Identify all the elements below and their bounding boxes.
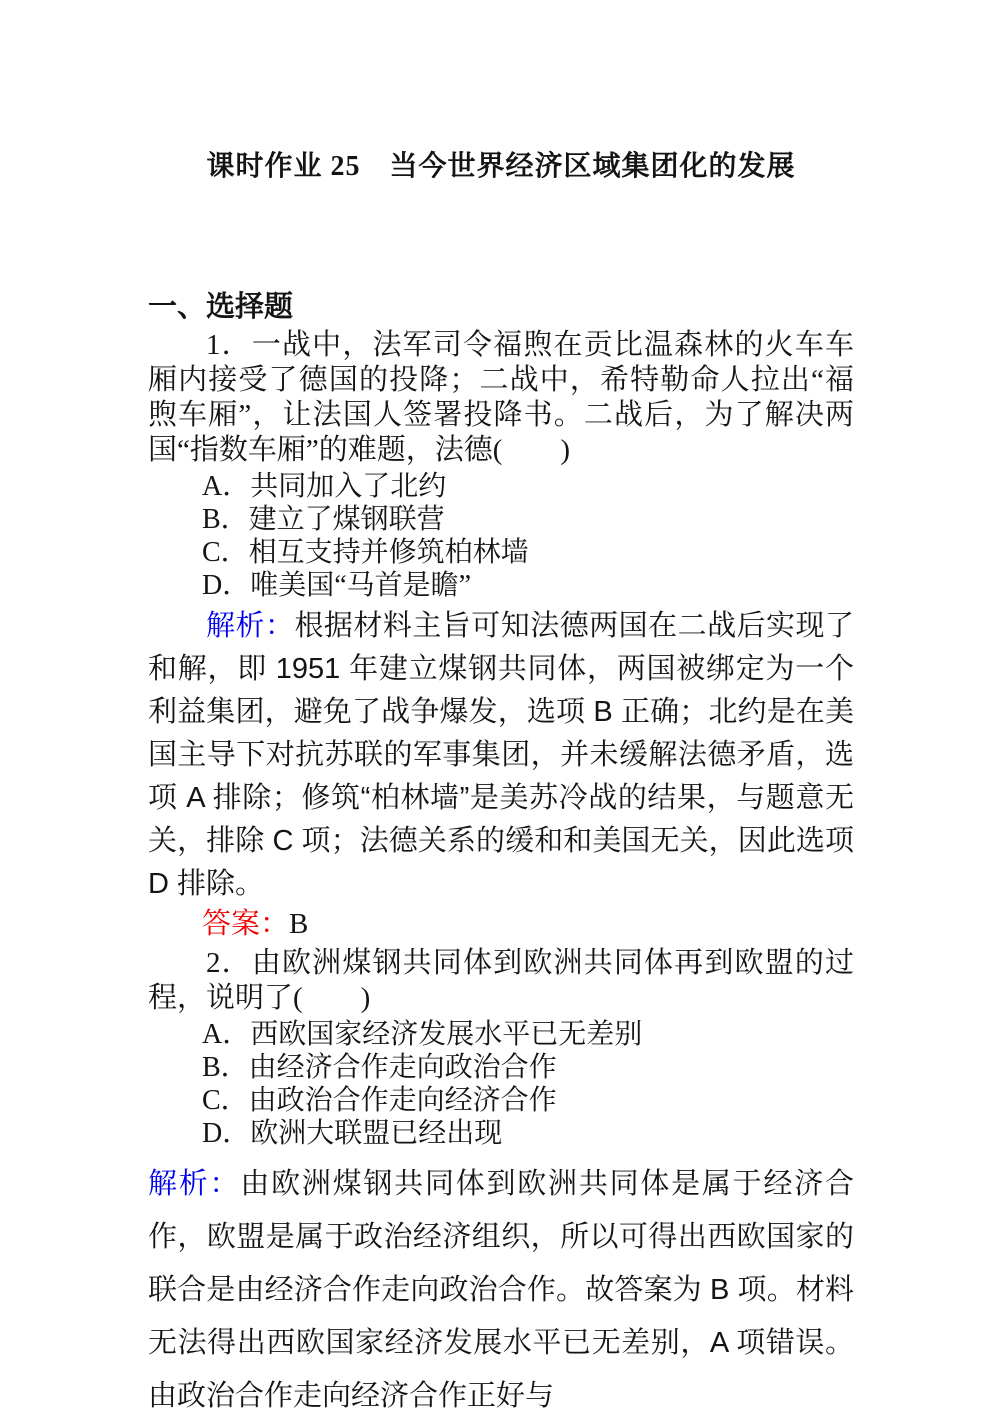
question-2-option-d: D．欧洲大联盟已经出现 xyxy=(202,1118,503,1149)
answer-value: B xyxy=(289,908,309,940)
question-2-option-c: C．由政治合作走向经济合作 xyxy=(202,1085,557,1116)
question-2-option-b: B．由经济合作走向政治合作 xyxy=(202,1052,557,1083)
answer-label: 答案： xyxy=(202,908,290,940)
question-2-options xyxy=(148,1018,854,1150)
analysis-label: 解析： xyxy=(206,610,295,642)
question-2-analysis xyxy=(148,1158,854,1423)
question-1-analysis xyxy=(148,605,854,906)
question-1-option-b: B．建立了煤钢联营 xyxy=(202,504,445,535)
question-1-option-a: A．共同加入了北约 xyxy=(202,471,447,502)
analysis-text: 根据材料主旨可知法德两国在二战后实现了和解，即 1951 年建立煤钢共同体，两国被绑定为一个利益集团，避免了战争爆发，选项 B 正确；北约是在美国主导下对抗苏联的军事集团，并未缓解法德矛盾，选项 A 排除；修筑“柏林墙”是美苏冷战的结果，与题意无关，排除 C 项；法德关系的缓和和美国无关，因此选项 D 排除。 xyxy=(148,610,854,900)
question-2-stem: 2．由欧洲煤钢共同体到欧洲共同体再到欧盟的过程，说明了( ) xyxy=(148,947,854,1014)
analysis-label: 解析： xyxy=(148,1168,241,1200)
analysis-text: 由欧洲煤钢共同体到欧洲共同体是属于经济合作，欧盟是属于政治经济组织，所以可得出西欧国家的联合是由经济合作走向政治合作。故答案为 B 项。材料无法得出西欧国家经济发展水平已无差别，A 项错误。由政治合作走向经济合作正好与 xyxy=(148,1168,854,1412)
question-1-answer xyxy=(148,907,854,942)
question-1-options xyxy=(148,470,854,602)
page-title: 课时作业 25 当今世界经济区域集团化的发展 xyxy=(206,151,796,182)
question-1-option-c: C．相互支持并修筑柏林墙 xyxy=(202,537,529,568)
question-1-stem: 1．一战中，法军司令福煦在贡比温森林的火车车厢内接受了德国的投降；二战中，希特勒命人拉出“福煦车厢”，让法国人签署投降书。二战后，为了解决两国“指数车厢”的难题，法德( ) xyxy=(148,329,854,466)
question-2-option-a: A．西欧国家经济发展水平已无差别 xyxy=(202,1019,643,1050)
question-1-option-d: D．唯美国“马首是瞻” xyxy=(202,570,472,601)
section-heading: 一、选择题 xyxy=(148,291,294,323)
